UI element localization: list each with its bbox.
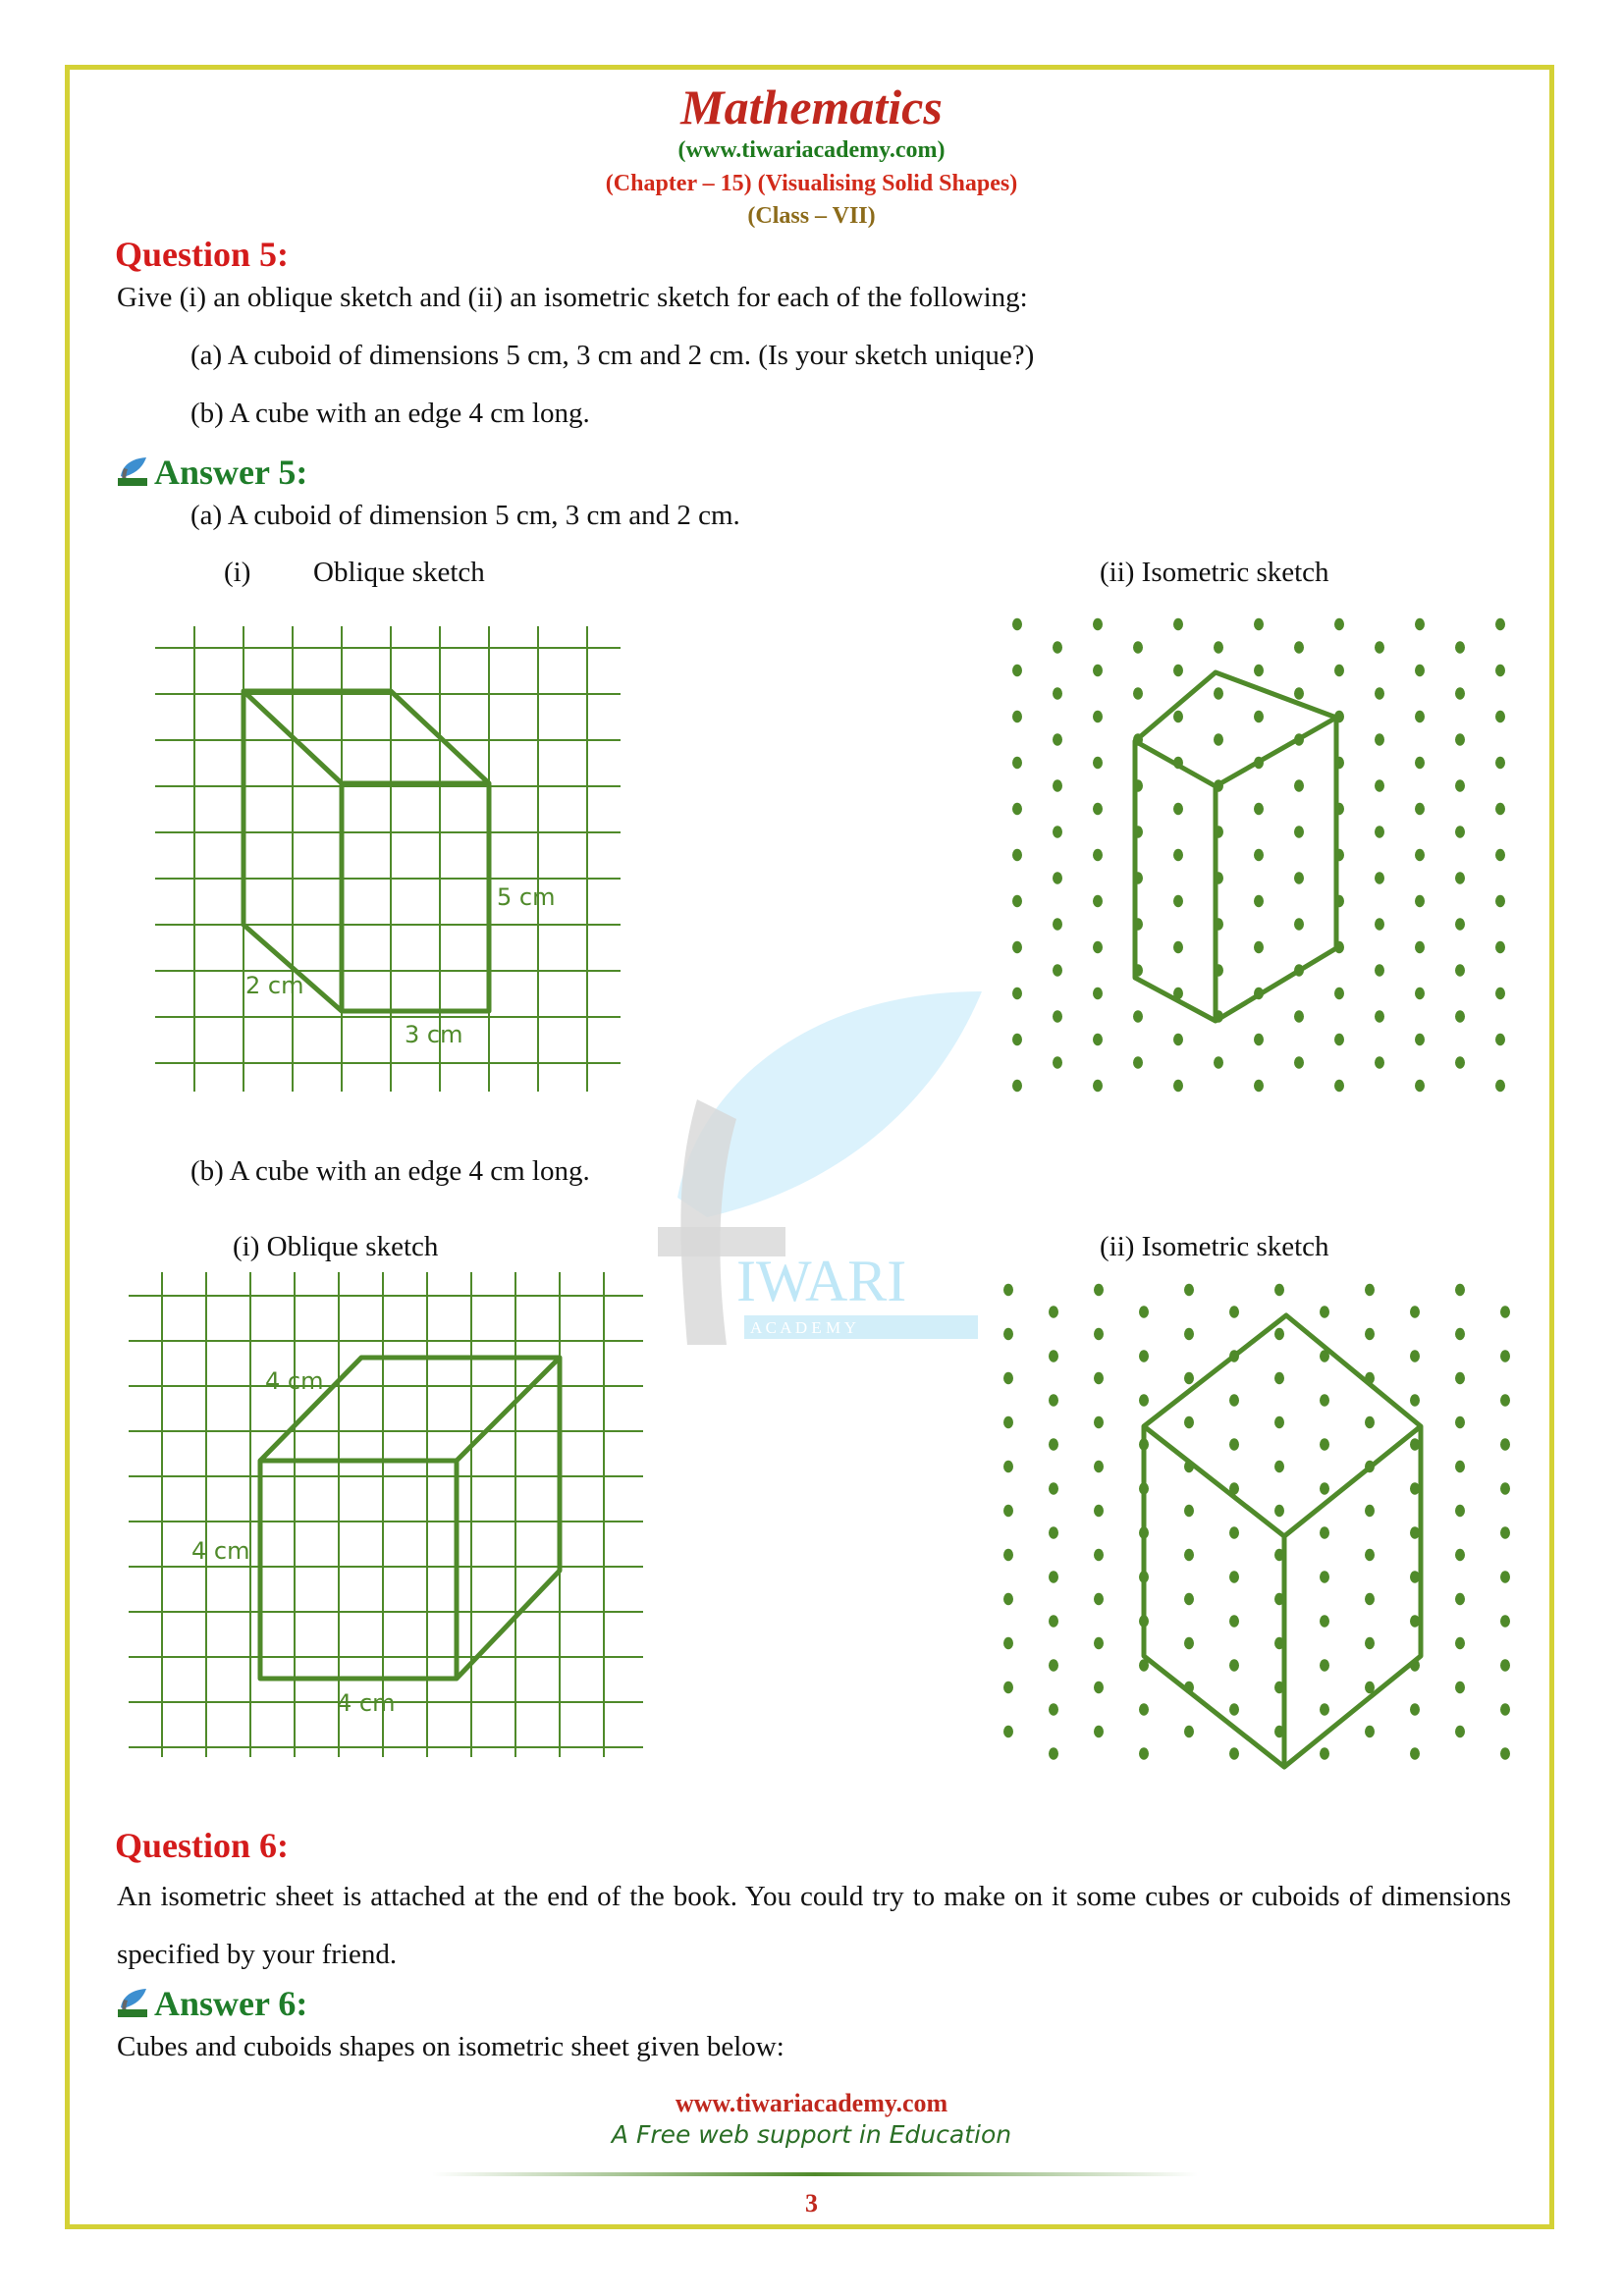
- grid-dot: [1455, 733, 1465, 746]
- grid-dot: [1003, 1328, 1013, 1341]
- grid-lines: [129, 1272, 643, 1757]
- grid-dot: [1173, 941, 1183, 954]
- grid-dot: [1184, 1637, 1194, 1650]
- grid-dot: [1012, 941, 1022, 954]
- grid-dot: [1003, 1505, 1013, 1518]
- grid-dot: [1184, 1284, 1194, 1297]
- grid-dot: [1173, 1034, 1183, 1046]
- grid-dot: [1415, 665, 1425, 677]
- answer-6-heading: Answer 6:: [154, 1984, 308, 2023]
- grid-dot: [1139, 1394, 1149, 1407]
- grid-dot: [1375, 964, 1384, 977]
- grid-dot: [1495, 941, 1505, 954]
- grid-dot: [1455, 1726, 1465, 1738]
- grid-dot: [1184, 1549, 1194, 1562]
- answer-5-b-oblique-label: (i) Oblique sketch: [233, 1231, 439, 1262]
- grid-dot: [1415, 803, 1425, 816]
- grid-dot: [1053, 733, 1062, 746]
- grid-dot: [1455, 641, 1465, 654]
- grid-dot: [1410, 1350, 1420, 1362]
- grid-dot: [1415, 988, 1425, 1000]
- grid-dot: [1184, 1328, 1194, 1341]
- grid-dot: [1320, 1394, 1329, 1407]
- grid-dot: [1012, 988, 1022, 1000]
- grid-dot: [1139, 1306, 1149, 1318]
- grid-dot: [1254, 803, 1264, 816]
- grid-dot: [1495, 849, 1505, 862]
- grid-dot: [1229, 1306, 1239, 1318]
- grid-dot: [1294, 641, 1304, 654]
- grid-dot: [1375, 779, 1384, 792]
- question-5-text: Give (i) an oblique sketch and (ii) an isometric sketch for each of the following:: [117, 282, 1028, 313]
- grid-dot: [1012, 757, 1022, 770]
- grid-dot: [1365, 1505, 1375, 1518]
- grid-dot: [1500, 1482, 1510, 1495]
- cuboid-width-label: 3 cm: [405, 1021, 463, 1048]
- grid-dot: [1375, 733, 1384, 746]
- grid-dot: [1184, 1416, 1194, 1429]
- grid-dot: [1003, 1461, 1013, 1473]
- answer-5-oblique-label: Oblique sketch: [313, 557, 485, 588]
- grid-dot: [1003, 1726, 1013, 1738]
- grid-dot: [1500, 1350, 1510, 1362]
- grid-dot: [1093, 711, 1103, 723]
- grid-dot: [1495, 803, 1505, 816]
- footer-website: www.tiwariacademy.com: [675, 2089, 948, 2117]
- grid-dot: [1012, 1034, 1022, 1046]
- grid-dot: [1500, 1306, 1510, 1318]
- grid-dot: [1184, 1505, 1194, 1518]
- grid-dot: [1093, 618, 1103, 631]
- grid-dot: [1254, 1080, 1264, 1093]
- grid-dot: [1365, 1549, 1375, 1562]
- grid-dot: [1495, 618, 1505, 631]
- grid-dot: [1214, 641, 1223, 654]
- grid-dot: [1294, 687, 1304, 700]
- answer-5-part-a: (a) A cuboid of dimension 5 cm, 3 cm and 2 cm.: [190, 500, 740, 531]
- grid-dot: [1254, 711, 1264, 723]
- footer-divider: [432, 2169, 1198, 2179]
- grid-dot: [1093, 1080, 1103, 1093]
- grid-dot: [1254, 665, 1264, 677]
- grid-dot: [1375, 1010, 1384, 1023]
- grid-dot: [1365, 1637, 1375, 1650]
- tiwari-leaf-icon: [115, 454, 148, 488]
- grid-dot: [1229, 1747, 1239, 1760]
- grid-dot: [1094, 1372, 1104, 1385]
- grid-dot: [1294, 918, 1304, 931]
- grid-dot: [1500, 1615, 1510, 1628]
- grid-dot: [1093, 803, 1103, 816]
- grid-dot: [1334, 1080, 1344, 1093]
- grid-dot: [1455, 1593, 1465, 1606]
- grid-dot: [1094, 1461, 1104, 1473]
- grid-dot: [1094, 1328, 1104, 1341]
- grid-dot: [1495, 1080, 1505, 1093]
- grid-dot: [1294, 779, 1304, 792]
- grid-dot: [1173, 895, 1183, 908]
- grid-dot: [1334, 1034, 1344, 1046]
- grid-dot: [1334, 988, 1344, 1000]
- grid-dot: [1320, 1482, 1329, 1495]
- grid-dot: [1094, 1416, 1104, 1429]
- grid-dot: [1094, 1682, 1104, 1694]
- grid-dot: [1012, 895, 1022, 908]
- grid-dot: [1254, 618, 1264, 631]
- cube-height-label: 4 cm: [191, 1537, 250, 1565]
- grid-dot: [1229, 1394, 1239, 1407]
- grid-dot: [1003, 1593, 1013, 1606]
- grid-dot: [1455, 1010, 1465, 1023]
- grid-dot: [1053, 1010, 1062, 1023]
- grid-dot: [1320, 1659, 1329, 1672]
- grid-dot: [1274, 1416, 1284, 1429]
- grid-dot: [1093, 665, 1103, 677]
- grid-dot: [1254, 1034, 1264, 1046]
- grid-dot: [1320, 1526, 1329, 1539]
- grid-dot: [1049, 1526, 1058, 1539]
- cuboid-edges: [1135, 672, 1336, 1021]
- cuboid-oblique-sketch: [147, 618, 628, 1099]
- grid-dot: [1049, 1482, 1058, 1495]
- grid-dot: [1053, 1056, 1062, 1069]
- grid-dot: [1495, 711, 1505, 723]
- page-number: 3: [805, 2189, 818, 2217]
- grid-dot: [1094, 1593, 1104, 1606]
- grid-dot: [1415, 849, 1425, 862]
- grid-dot: [1274, 1328, 1284, 1341]
- grid-dot: [1003, 1637, 1013, 1650]
- grid-dot: [1334, 618, 1344, 631]
- grid-dot: [1053, 641, 1062, 654]
- cube-width-label: 4 cm: [337, 1689, 396, 1717]
- grid-dot: [1139, 1703, 1149, 1716]
- cube-oblique-sketch: [123, 1266, 653, 1767]
- grid-dot: [1003, 1372, 1013, 1385]
- grid-dot: [1229, 1615, 1239, 1628]
- grid-dot: [1455, 687, 1465, 700]
- grid-dot: [1365, 1284, 1375, 1297]
- footer-tagline: A Free web support in Education: [611, 2120, 1012, 2149]
- grid-dot: [1229, 1571, 1239, 1583]
- watermark-name: IWARI: [736, 1249, 907, 1313]
- grid-dot: [1012, 618, 1022, 631]
- grid-dot: [1455, 1056, 1465, 1069]
- grid-dot: [1455, 872, 1465, 884]
- grid-dot: [1049, 1659, 1058, 1672]
- grid-dot: [1410, 1703, 1420, 1716]
- grid-dot: [1294, 826, 1304, 838]
- grid-dot: [1049, 1306, 1058, 1318]
- grid-dot: [1049, 1703, 1058, 1716]
- grid-dot: [1455, 964, 1465, 977]
- answer-5-isometric-label: (ii) Isometric sketch: [1100, 557, 1329, 588]
- grid-dot: [1500, 1394, 1510, 1407]
- grid-dot: [1049, 1394, 1058, 1407]
- grid-dot: [1093, 988, 1103, 1000]
- header-website: (www.tiwariacademy.com): [677, 137, 946, 163]
- grid-dot: [1053, 687, 1062, 700]
- watermark-sub: A C A D E M Y: [750, 1318, 857, 1337]
- class-label: (Class – VII): [747, 203, 876, 229]
- grid-dot: [1094, 1637, 1104, 1650]
- chapter-title: (Chapter – 15) (Visualising Solid Shapes): [605, 171, 1018, 196]
- grid-dot: [1053, 872, 1062, 884]
- grid-dot: [1214, 733, 1223, 746]
- grid-dot: [1003, 1416, 1013, 1429]
- grid-dot: [1133, 687, 1143, 700]
- grid-dot: [1254, 895, 1264, 908]
- grid-dot: [1410, 1306, 1420, 1318]
- grid-dot: [1375, 641, 1384, 654]
- grid-dot: [1455, 779, 1465, 792]
- grid-dot: [1495, 988, 1505, 1000]
- grid-dot: [1254, 849, 1264, 862]
- grid-dot: [1173, 803, 1183, 816]
- grid-dot: [1320, 1306, 1329, 1318]
- grid-dot: [1133, 641, 1143, 654]
- grid-dot: [1320, 1615, 1329, 1628]
- grid-dot: [1053, 826, 1062, 838]
- grid-dot: [1274, 1284, 1284, 1297]
- question-5-part-b: (b) A cube with an edge 4 cm long.: [190, 398, 590, 429]
- answer-5-heading-row: [115, 452, 307, 493]
- grid-dot: [1094, 1284, 1104, 1297]
- grid-dot: [1410, 1747, 1420, 1760]
- grid-dot: [1375, 687, 1384, 700]
- grid-dot: [1320, 1747, 1329, 1760]
- grid-dot: [1093, 849, 1103, 862]
- grid-dot: [1012, 711, 1022, 723]
- grid-dot: [1094, 1549, 1104, 1562]
- grid-dot: [1173, 711, 1183, 723]
- grid-dot: [1049, 1350, 1058, 1362]
- grid-dot: [1500, 1438, 1510, 1451]
- grid-dot: [1012, 849, 1022, 862]
- grid-dot: [1133, 1010, 1143, 1023]
- grid-dot: [1415, 757, 1425, 770]
- grid-dot: [1455, 1416, 1465, 1429]
- grid-dot: [1173, 618, 1183, 631]
- grid-dot: [1254, 941, 1264, 954]
- grid-dot: [1294, 1056, 1304, 1069]
- grid-dot: [1320, 1703, 1329, 1716]
- grid-dot: [1500, 1526, 1510, 1539]
- cuboid-edges: [243, 691, 489, 1011]
- grid-lines: [155, 626, 621, 1092]
- grid-dot: [1214, 687, 1223, 700]
- grid-dot: [1139, 1350, 1149, 1362]
- grid-dot: [1184, 1726, 1194, 1738]
- grid-dot: [1049, 1615, 1058, 1628]
- grid-dot: [1094, 1505, 1104, 1518]
- isometric-dot-grid: [1003, 1284, 1510, 1760]
- answer-5-b-isometric-label: (ii) Isometric sketch: [1100, 1231, 1329, 1262]
- question-6-text: An isometric sheet is attached at the end of the book. You could try to make on it some cubes or cuboids of dimensions specified by your friend.: [117, 1881, 1511, 1970]
- grid-dot: [1455, 1461, 1465, 1473]
- grid-dot: [1003, 1284, 1013, 1297]
- grid-dot: [1053, 964, 1062, 977]
- grid-dot: [1049, 1747, 1058, 1760]
- grid-dot: [1093, 895, 1103, 908]
- grid-dot: [1375, 872, 1384, 884]
- grid-dot: [1495, 895, 1505, 908]
- grid-dot: [1334, 665, 1344, 677]
- grid-dot: [1495, 665, 1505, 677]
- grid-dot: [1455, 826, 1465, 838]
- grid-dot: [1500, 1703, 1510, 1716]
- grid-dot: [1415, 895, 1425, 908]
- answer-6-heading-row: [115, 1983, 307, 2024]
- grid-dot: [1053, 918, 1062, 931]
- grid-dot: [1455, 918, 1465, 931]
- grid-dot: [1320, 1438, 1329, 1451]
- grid-dot: [1229, 1526, 1239, 1539]
- grid-dot: [1093, 757, 1103, 770]
- answer-5-oblique-num: (i): [224, 557, 251, 588]
- grid-dot: [1012, 1080, 1022, 1093]
- question-6-heading: Question 6:: [115, 1826, 290, 1865]
- grid-dot: [1173, 1080, 1183, 1093]
- grid-dot: [1500, 1659, 1510, 1672]
- grid-dot: [1365, 1726, 1375, 1738]
- cube-depth-label: 4 cm: [265, 1367, 324, 1395]
- grid-dot: [1274, 1461, 1284, 1473]
- grid-dot: [1375, 918, 1384, 931]
- grid-dot: [1274, 1372, 1284, 1385]
- grid-dot: [1012, 803, 1022, 816]
- question-5-part-a: (a) A cuboid of dimensions 5 cm, 3 cm and 2 cm. (Is your sketch unique?): [190, 340, 1035, 371]
- grid-dot: [1133, 1056, 1143, 1069]
- answer-5-heading: Answer 5:: [154, 453, 308, 492]
- grid-dot: [1455, 1637, 1465, 1650]
- cube-isometric-sketch: [997, 1276, 1517, 1787]
- grid-dot: [1500, 1747, 1510, 1760]
- cuboid-depth-label: 2 cm: [245, 972, 304, 999]
- cuboid-height-label: 5 cm: [497, 883, 556, 911]
- grid-dot: [1229, 1438, 1239, 1451]
- grid-dot: [1093, 941, 1103, 954]
- grid-dot: [1455, 1682, 1465, 1694]
- grid-dot: [1415, 711, 1425, 723]
- page-title: Mathematics: [680, 80, 943, 134]
- grid-dot: [1365, 1593, 1375, 1606]
- grid-dot: [1274, 1505, 1284, 1518]
- grid-dot: [1093, 1034, 1103, 1046]
- grid-dot: [1139, 1747, 1149, 1760]
- grid-dot: [1173, 665, 1183, 677]
- grid-dot: [1365, 1328, 1375, 1341]
- grid-dot: [1184, 1593, 1194, 1606]
- grid-dot: [1049, 1571, 1058, 1583]
- grid-dot: [1053, 779, 1062, 792]
- grid-dot: [1415, 941, 1425, 954]
- grid-dot: [1003, 1682, 1013, 1694]
- grid-dot: [1455, 1372, 1465, 1385]
- grid-dot: [1375, 826, 1384, 838]
- grid-dot: [1003, 1549, 1013, 1562]
- question-5-heading: Question 5:: [115, 235, 290, 274]
- grid-dot: [1294, 872, 1304, 884]
- cuboid-isometric-sketch: [1001, 609, 1512, 1109]
- grid-dot: [1455, 1505, 1465, 1518]
- grid-dot: [1012, 665, 1022, 677]
- grid-dot: [1049, 1438, 1058, 1451]
- grid-dot: [1214, 1056, 1223, 1069]
- grid-dot: [1365, 1416, 1375, 1429]
- grid-dot: [1173, 849, 1183, 862]
- tiwari-watermark: [638, 972, 992, 1364]
- grid-dot: [1229, 1703, 1239, 1716]
- grid-dot: [1415, 1080, 1425, 1093]
- grid-dot: [1495, 1034, 1505, 1046]
- grid-dot: [1184, 1372, 1194, 1385]
- grid-dot: [1410, 1394, 1420, 1407]
- answer-5-part-b: (b) A cube with an edge 4 cm long.: [190, 1155, 590, 1187]
- grid-dot: [1415, 618, 1425, 631]
- grid-dot: [1455, 1328, 1465, 1341]
- grid-dot: [1229, 1659, 1239, 1672]
- grid-dot: [1375, 1056, 1384, 1069]
- grid-dot: [1455, 1284, 1465, 1297]
- grid-dot: [1455, 1549, 1465, 1562]
- grid-dot: [1500, 1571, 1510, 1583]
- grid-dot: [1094, 1726, 1104, 1738]
- grid-dot: [1415, 1034, 1425, 1046]
- grid-dot: [1320, 1571, 1329, 1583]
- answer-6-text: Cubes and cuboids shapes on isometric sheet given below:: [117, 2031, 784, 2062]
- grid-dot: [1495, 757, 1505, 770]
- tiwari-leaf-icon: [115, 1986, 148, 2019]
- grid-dot: [1294, 1010, 1304, 1023]
